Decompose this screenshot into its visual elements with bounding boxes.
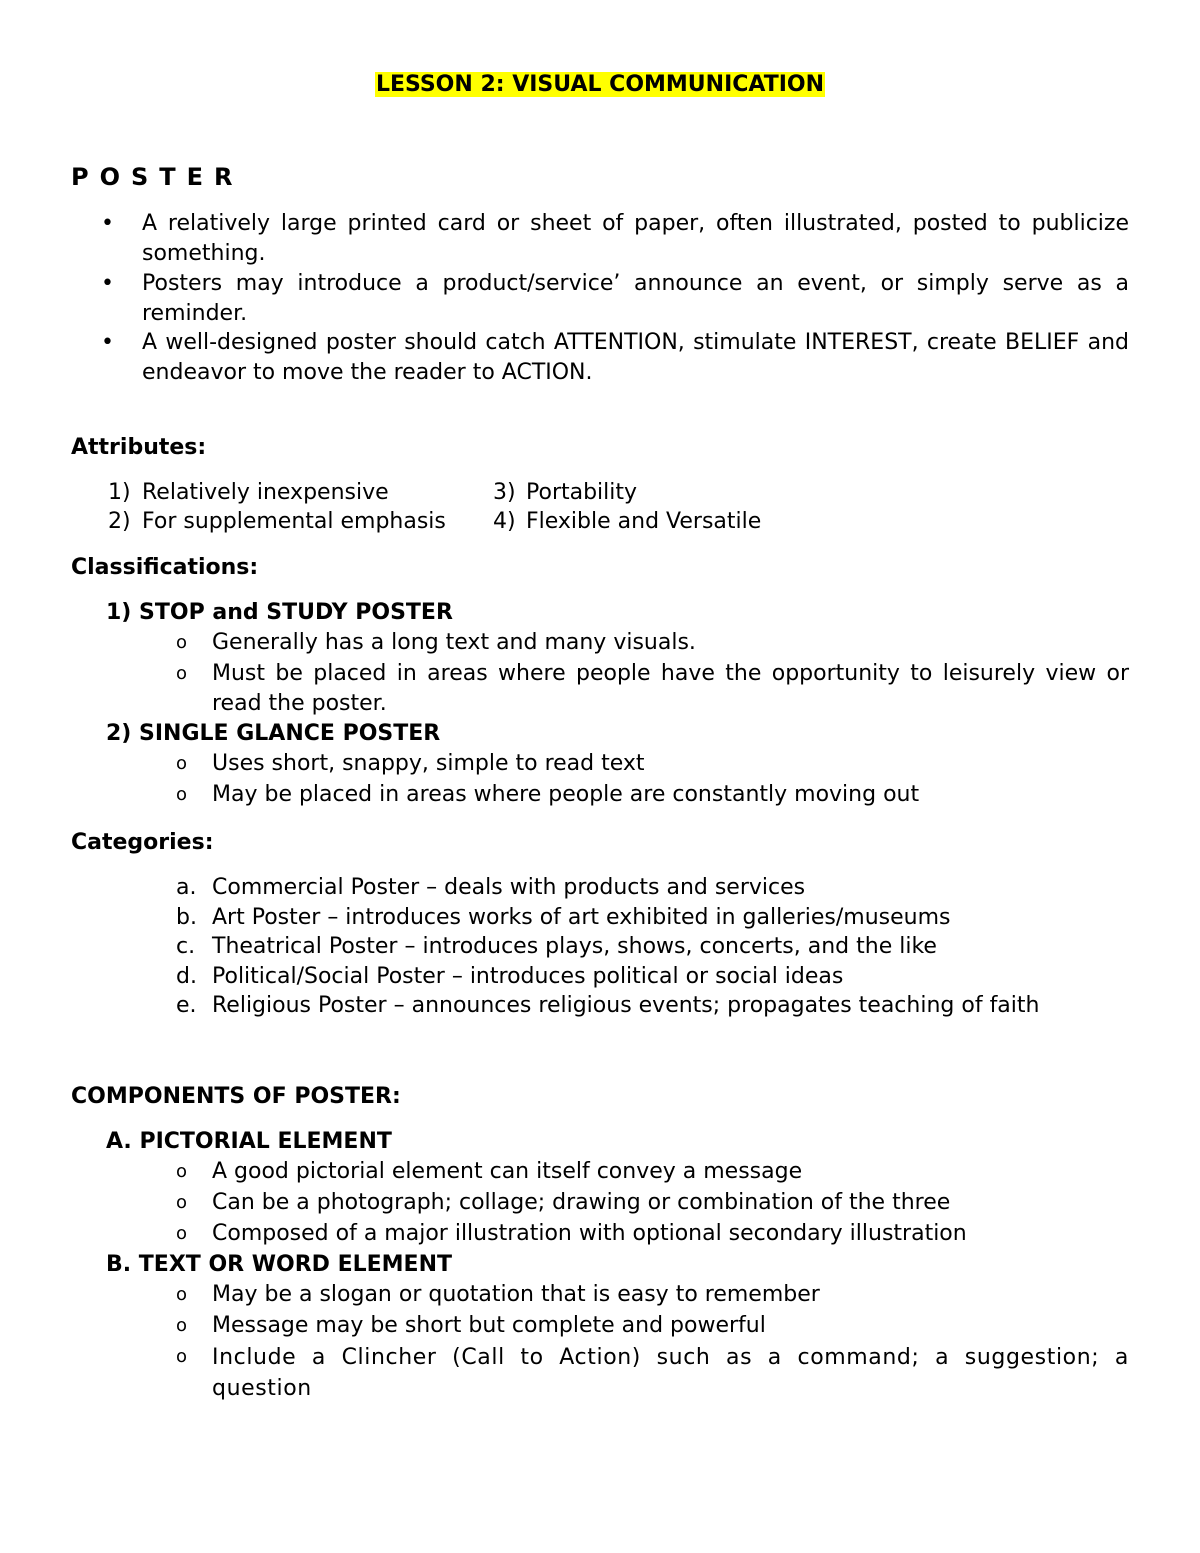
classification-point-text: May be placed in areas where people are constantly moving out xyxy=(212,782,920,807)
hollow-bullet-icon: o xyxy=(176,1315,188,1336)
attribute-text: Flexible and Versatile xyxy=(526,509,762,534)
classification-point xyxy=(176,628,1129,658)
lesson-title: LESSON 2: VISUAL COMMUNICATION xyxy=(375,72,825,97)
categories-heading: Categories: xyxy=(71,830,214,855)
classification-title: 2) SINGLE GLANCE POSTER xyxy=(106,721,441,746)
component-point xyxy=(176,1311,1129,1341)
hollow-bullet-icon: o xyxy=(176,632,188,653)
component-point-text: May be a slogan or quotation that is easy to remember xyxy=(212,1282,820,1307)
poster-bullet xyxy=(101,269,1129,329)
component-title: A. PICTORIAL ELEMENT xyxy=(106,1129,392,1154)
attribute-number: 1) xyxy=(108,480,131,505)
hollow-bullet-icon: o xyxy=(176,784,188,805)
classification-point xyxy=(176,780,1129,810)
component-point xyxy=(176,1342,1129,1404)
category-text: Religious Poster – announces religious events; propagates teaching of faith xyxy=(212,993,1040,1018)
category-letter: c. xyxy=(176,934,196,959)
component-point-text: A good pictorial element can itself convey a message xyxy=(212,1159,803,1184)
component-point-text: Composed of a major illustration with optional secondary illustration xyxy=(212,1221,967,1246)
title-block xyxy=(0,70,1200,100)
category-text: Commercial Poster – deals with products and services xyxy=(212,875,806,900)
category-item xyxy=(176,903,951,933)
classification-title: 1) STOP and STUDY POSTER xyxy=(106,600,453,625)
category-item xyxy=(176,873,805,903)
poster-bullet xyxy=(101,209,1129,269)
category-text: Theatrical Poster – introduces plays, shows, concerts, and the like xyxy=(212,934,937,959)
hollow-bullet-icon: o xyxy=(176,1161,188,1182)
hollow-bullet-icon: o xyxy=(176,663,188,684)
attributes-heading: Attributes: xyxy=(71,435,207,460)
component-point-text: Can be a photograph; collage; drawing or combination of the three xyxy=(212,1190,951,1215)
category-letter: e. xyxy=(176,993,197,1018)
component-point xyxy=(176,1219,1129,1249)
component-point-text: Include a Clincher (Call to Action) such as a command; a suggestion; a question xyxy=(212,1345,1129,1401)
hollow-bullet-icon: o xyxy=(176,1284,188,1305)
poster-bullet-text: Posters may introduce a product/service’ announce an event, or simply serve as a reminder. xyxy=(142,271,1129,326)
category-letter: d. xyxy=(176,964,197,989)
component-point xyxy=(176,1157,1129,1187)
classification-point-text: Uses short, snappy, simple to read text xyxy=(212,751,645,776)
category-item xyxy=(176,991,1039,1021)
category-text: Art Poster – introduces works of art exhibited in galleries/museums xyxy=(212,905,951,930)
hollow-bullet-icon: o xyxy=(176,1192,188,1213)
bullet-icon: • xyxy=(101,211,114,236)
poster-heading: POSTER xyxy=(71,163,244,191)
category-item xyxy=(176,932,937,962)
poster-bullet-text: A well-designed poster should catch ATTENTION, stimulate INTEREST, create BELIEF and endeavor to move the reader to ACTION. xyxy=(142,330,1129,385)
component-title: B. TEXT OR WORD ELEMENT xyxy=(106,1252,452,1277)
poster-bullet-text: A relatively large printed card or sheet of paper, often illustrated, posted to publicize something. xyxy=(142,211,1129,266)
classification-point xyxy=(176,749,1129,779)
hollow-bullet-icon: o xyxy=(176,753,188,774)
category-item xyxy=(176,962,843,992)
poster-bullet xyxy=(101,328,1129,388)
components-heading: COMPONENTS OF POSTER: xyxy=(71,1084,401,1109)
hollow-bullet-icon: o xyxy=(176,1223,188,1244)
category-letter: a. xyxy=(176,875,197,900)
category-text: Political/Social Poster – introduces political or social ideas xyxy=(212,964,844,989)
classification-point-text: Generally has a long text and many visuals. xyxy=(212,630,696,655)
hollow-bullet-icon: o xyxy=(176,1346,188,1367)
attribute-number: 3) xyxy=(493,480,516,505)
bullet-icon: • xyxy=(101,330,114,355)
attribute-number: 4) xyxy=(493,509,516,534)
component-point xyxy=(176,1188,1129,1218)
classification-point-text: Must be placed in areas where people have the opportunity to leisurely view or read the poster. xyxy=(212,661,1129,716)
attribute-number: 2) xyxy=(108,509,131,534)
attribute-text: Relatively inexpensive xyxy=(142,480,389,505)
category-letter: b. xyxy=(176,905,197,930)
component-point xyxy=(176,1280,1129,1310)
attribute-text: Portability xyxy=(526,480,638,505)
attribute-text: For supplemental emphasis xyxy=(142,509,446,534)
classification-point xyxy=(176,659,1129,719)
bullet-icon: • xyxy=(101,271,114,296)
component-point-text: Message may be short but complete and powerful xyxy=(212,1313,766,1338)
classifications-heading: Classifications: xyxy=(71,555,259,580)
